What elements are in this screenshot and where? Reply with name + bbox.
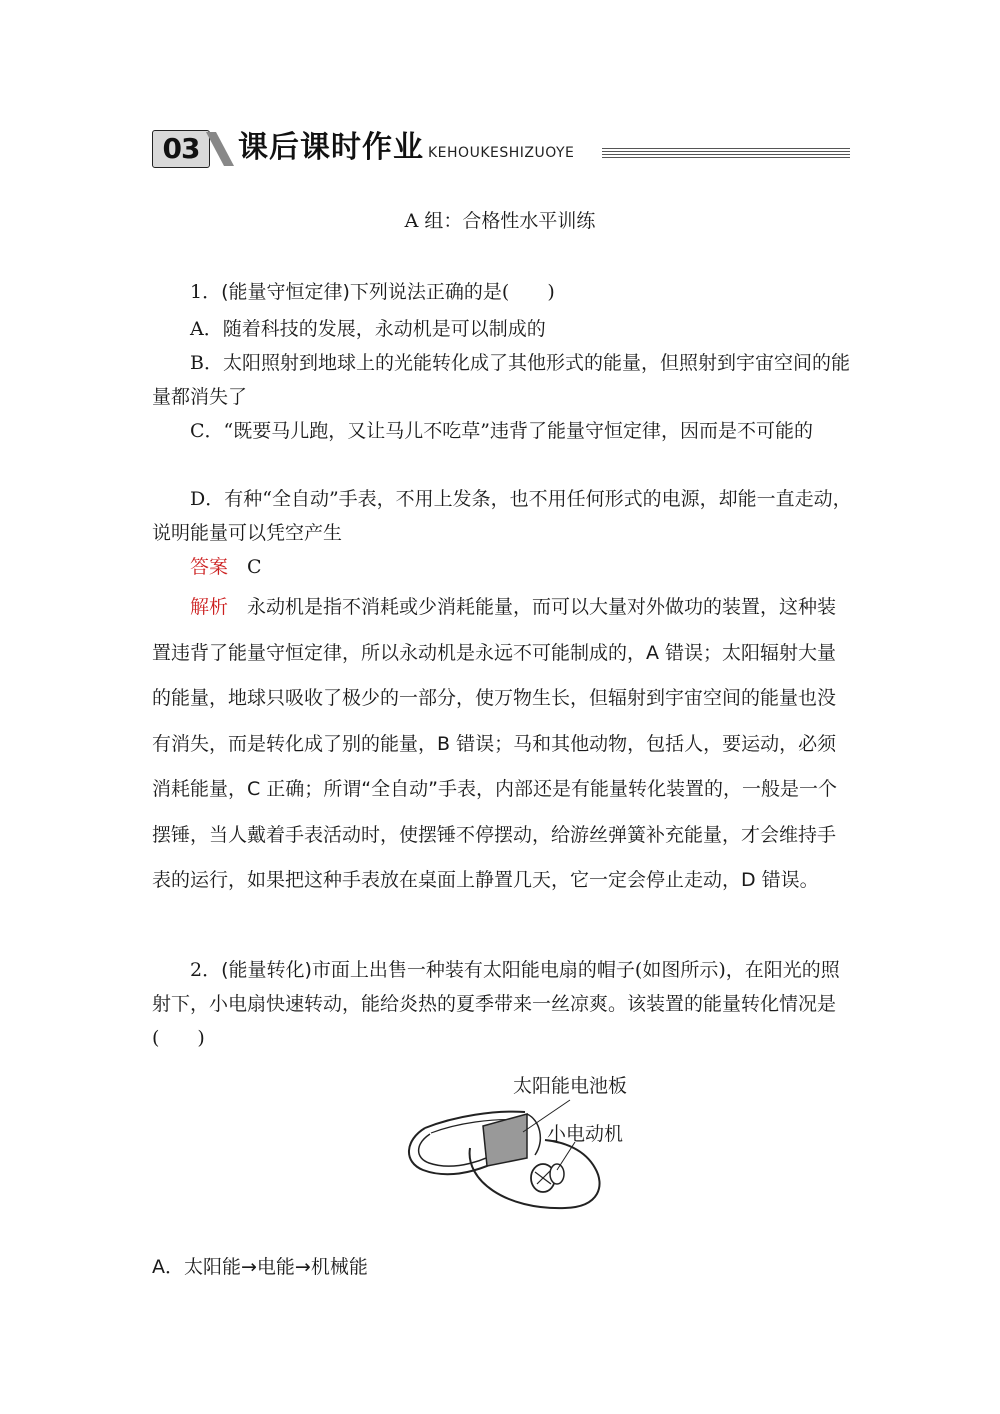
label-small-motor: 小电动机 bbox=[547, 1123, 624, 1145]
q1-option-d: D．有种“全自动”手表，不用上发条，也不用任何形式的电源，却能一直走动，说明能量可以凭空产生 bbox=[152, 488, 852, 544]
question-topic-tag: (能量守恒定律) bbox=[221, 281, 350, 303]
question-number: 2． bbox=[190, 959, 222, 981]
q1-option-c: C．“既要马儿跑，又让马儿不吃草”违背了能量守恒定律，因而是不可能的 bbox=[190, 420, 813, 442]
q2-option-a: A．太阳能→电能→机械能 bbox=[152, 1256, 368, 1278]
header-title: 课后课时作业 bbox=[238, 130, 424, 165]
analysis-text: 永动机是指不消耗或少消耗能量，而可以大量对外做功的装置，这种装置违背了能量守恒定律，所以永动机是永远不可能制成的，A 错误；太阳辐射大量的能量，地球只吸收了极少的一部分，使万物生长，但辐射到宇宙空间的能量也没有消失，而是转化成了别的能量，B 错误；马和其他动物，包括人，要运动，必须消耗能量，C 正确；所谓“全自动”手表，内部还是有能量转化装置的，一般是一个摆锤，当人戴着手表活动时，使摆锤不停摆动，给游丝弹簧补充能量，才会维持手表的运行，如果把这种手表放在桌面上静置几天，它一定会停止走动，D 错误。 bbox=[152, 596, 837, 891]
q1-option-b: B．太阳照射到地球上的光能转化成了其他形式的能量，但照射到宇宙空间的能量都消失了 bbox=[152, 352, 850, 408]
header-slash-decoration bbox=[204, 128, 238, 168]
answer-label: 答案 bbox=[190, 556, 229, 578]
question-topic-tag: (能量转化) bbox=[221, 959, 312, 981]
q1-option-a: A．随着科技的发展，永动机是可以制成的 bbox=[190, 318, 546, 340]
header-rule-lines bbox=[602, 148, 850, 164]
question-1-stem bbox=[152, 275, 852, 309]
section-number-badge: 03 bbox=[152, 130, 210, 168]
label-solar-panel: 太阳能电池板 bbox=[513, 1075, 628, 1097]
question-number: 1． bbox=[190, 281, 222, 303]
header-subtitle: KEHOUKESHIZUOYE bbox=[428, 145, 575, 161]
analysis-label: 解析 bbox=[190, 596, 229, 618]
question-2-stem bbox=[152, 953, 852, 1055]
answer-value: C bbox=[247, 556, 262, 578]
solar-hat-figure bbox=[395, 1070, 665, 1220]
section-title: A 组：合格性水平训练 bbox=[404, 210, 596, 232]
question-text: 下列说法正确的是( ) bbox=[349, 281, 555, 303]
chapter-header bbox=[152, 128, 852, 170]
q1-answer bbox=[152, 550, 852, 584]
q1-analysis bbox=[152, 585, 852, 904]
question-text: 市面上出售一种装有太阳能电扇的帽子(如图所示)，在阳光的照射下，小电扇快速转动，能给炎热的夏季带来一丝凉爽。该装置的能量转化情况是( ) bbox=[152, 959, 840, 1049]
